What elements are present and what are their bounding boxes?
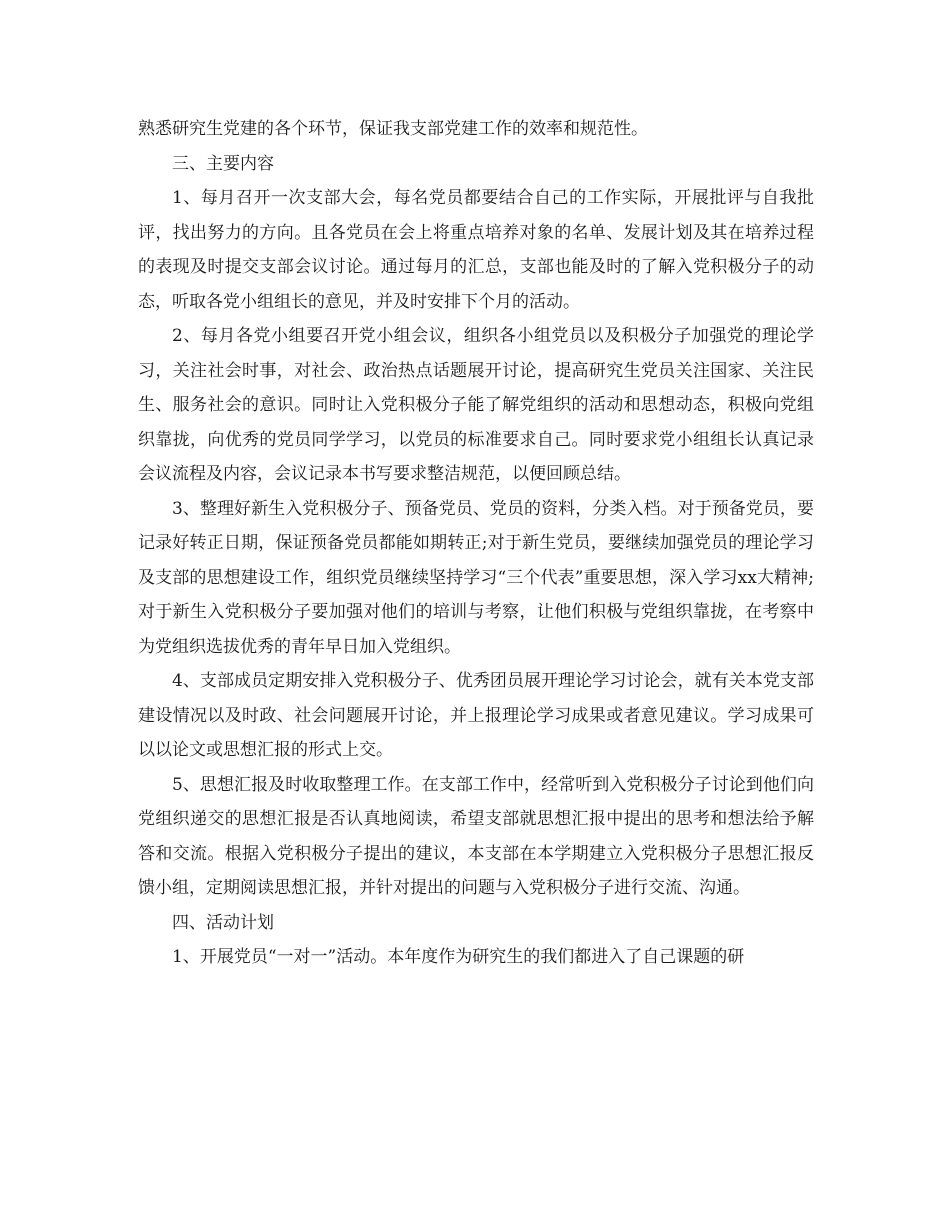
paragraph-activity-1: 1、开展党员“一对一”活动。本年度作为研究生的我们都进入了自己课题的研: [172, 947, 745, 967]
section-heading-main-content: 三、主要内容: [172, 153, 274, 174]
document-body: [138, 112, 814, 975]
paragraph-item-2: 2、每月各党小组要召开党小组会议，组织各小组党员以及积极分子加强党的理论学习，关注社会时事，对社会、政治热点话题展开讨论，提高研究生党员关注国家、关注民生、服务社会的意识。同时让入党积极分子能了解党组织的活动和思想动态，积极向党组织靠拢，向优秀的党员同学学习，以党员的标准要求自己。同时要求党小组组长认真记录会议流程及内容，会议记录本书写要求整洁规范，以便回顾总结。: [138, 326, 814, 484]
section-heading-activity-plan: 四、活动计划: [172, 912, 274, 933]
paragraph-item-5: 5、思想汇报及时收取整理工作。在支部工作中，经常听到入党积极分子讨论到他们向党组织递交的思想汇报是否认真地阅读，希望支部就思想汇报中提出的思考和想法给予解答和交流。根据入党积极分子提出的建议，本支部在本学期建立入党积极分子思想汇报反馈小组，定期阅读思想汇报，并针对提出的问题与入党积极分子进行交流、沟通。: [138, 774, 814, 898]
paragraph-item-1: 1、每月召开一次支部大会，每名党员都要结合自己的工作实际，开展批评与自我批评，找出努力的方向。且各党员在会上将重点培养对象的名单、发展计划及其在培养过程的表现及时提交支部会议讨论。通过每月的汇总，支部也能及时的了解入党积极分子的动态，听取各党小组组长的意见，并及时安排下个月的活动。: [138, 188, 814, 312]
paragraph-item-4: 4、支部成员定期安排入党积极分子、优秀团员展开理论学习讨论会，就有关本党支部建设情况以及时政、社会问题展开讨论，并上报理论学习成果或者意见建议。学习成果可以以论文或思想汇报的形式上交。: [138, 671, 814, 760]
paragraph-continuation: 熟悉研究生党建的各个环节，保证我支部党建工作的效率和规范性。: [138, 119, 648, 139]
paragraph-item-3: 3、整理好新生入党积极分子、预备党员、党员的资料，分类入档。对于预备党员，要记录好转正日期，保证预备党员都能如期转正;对于新生党员，要继续加强党员的理论学习及支部的思想建设工作，组织党员继续坚持学习“三个代表”重要思想，深入学习xx大精神;对于新生入党积极分子要加强对他们的培训与考察，让他们积极与党组织靠拢，在考察中为党组织选拔优秀的青年早日加入党组织。: [138, 498, 814, 657]
